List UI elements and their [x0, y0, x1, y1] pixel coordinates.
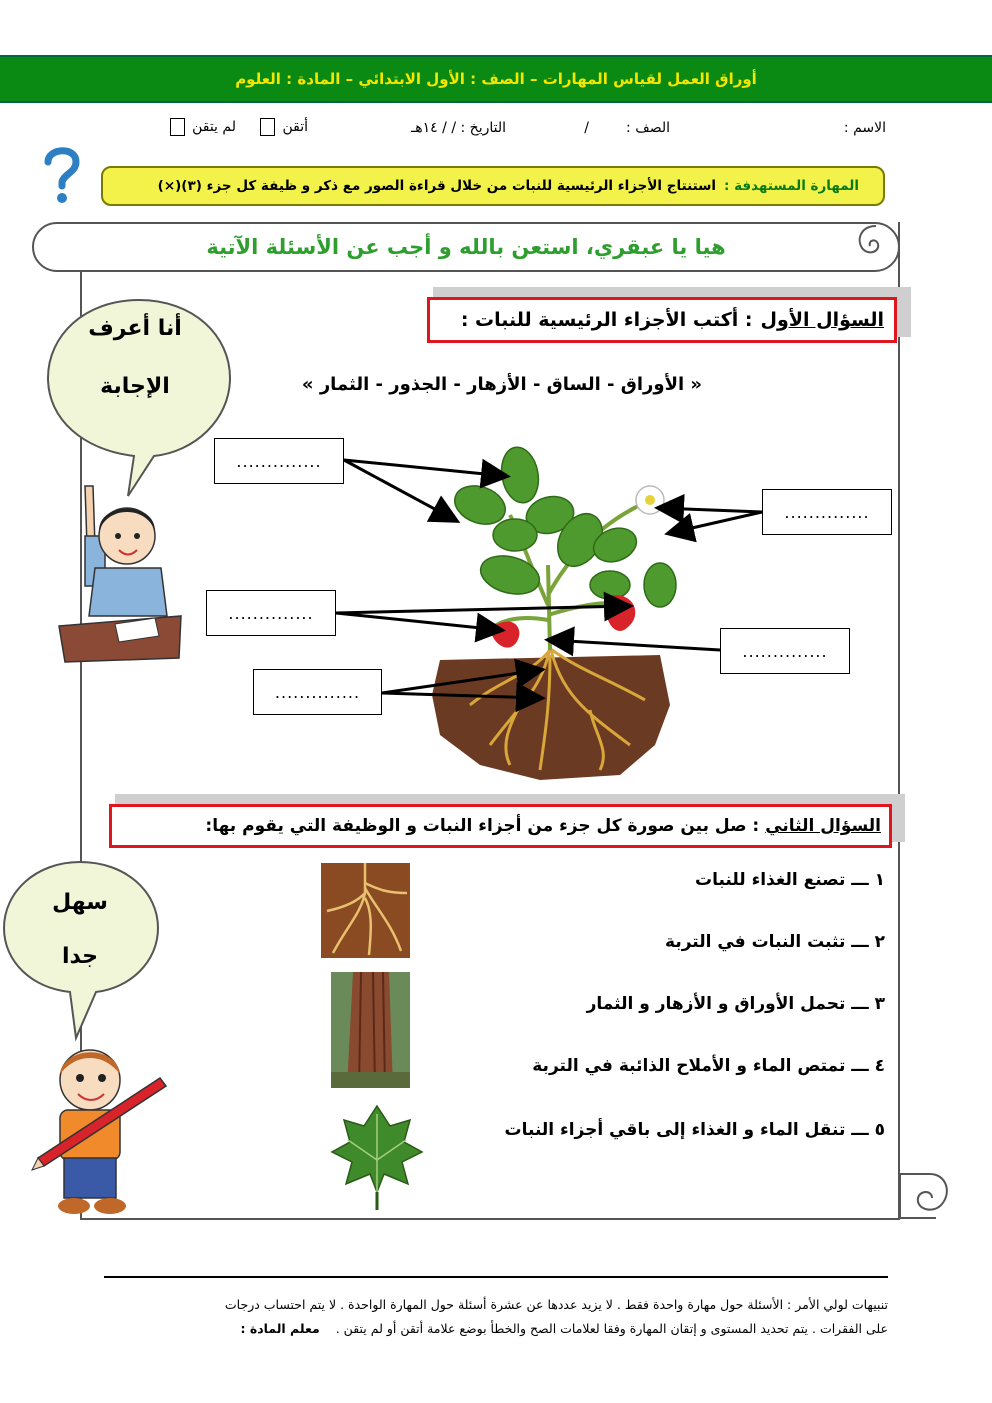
teacher-label: معلم المادة :: [240, 1321, 320, 1336]
arrow-lines: [336, 460, 762, 698]
answer-blank-1[interactable]: ..............: [214, 438, 344, 484]
name-label: الاسم :: [843, 120, 886, 136]
arrow-flower: [660, 508, 762, 512]
question2-title: السؤال الثاني: [765, 816, 881, 836]
arrow-root-1: [382, 670, 540, 693]
footer-line2-group: [104, 1321, 888, 1336]
class-slash: /: [584, 120, 589, 136]
function-item-5: ٥ ـــ تنقل الماء و الغذاء إلى باقي أجزاء النبات: [504, 1120, 885, 1140]
function-item-3: ٣ ـــ تحمل الأوراق و الأزهار و الثمار: [586, 994, 885, 1014]
function-item-1: ١ ـــ تصنع الغذاء للنبات: [695, 870, 885, 890]
function-item-2: ٢ ـــ تثبت النبات في التربة: [665, 932, 885, 952]
mastered-label: أتقن: [282, 119, 308, 135]
date-label: التاريخ : / / ١٤هـ: [411, 120, 506, 136]
footer-line1: تنبيهات لولي الأمر : الأسئلة حول مهارة واحدة فقط . لا يزيد عددها عن عشرة أسئلة حول المهارة الواحدة . لا يتم احتساب درجات: [224, 1297, 888, 1312]
skill-label: المهارة المستهدفة :: [724, 178, 859, 194]
question1-title: السؤال الأول: [760, 309, 884, 331]
answer-blank-4[interactable]: ..............: [720, 628, 850, 674]
bubble-top-line2: الإجابة: [100, 374, 170, 399]
question2-text: : صل بين صورة كل جزء من أجزاء النبات و الوظيفة التي يقوم بها:: [205, 816, 760, 836]
banner-text: أوراق العمل لقياس المهارات – الصف : الأول الابتدائي – المادة : العلوم: [235, 70, 757, 88]
boy-at-desk-illustration: [55, 476, 185, 666]
function-item-4: ٤ ـــ تمتص الماء و الأملاح الذائبة في التربة: [532, 1056, 885, 1076]
answer-blank-5[interactable]: ..............: [253, 669, 382, 715]
question1-choices: « الأوراق - الساق - الأزهار - الجذور - الثمار »: [301, 374, 703, 395]
arrow-fruit-right: [336, 606, 628, 613]
not-mastered-label: لم يتقن: [192, 119, 236, 135]
class-label: الصف :: [626, 120, 670, 136]
footer-line2: على الفقرات . يتم تحديد المستوى و إتقان المهارة وفقا لعلامات الصح والخطأ بوضع علامة أتقن أو لم يتقن .: [335, 1321, 888, 1336]
answer-blank-3[interactable]: ..............: [206, 590, 336, 636]
arrow-fruit-left: [336, 613, 500, 630]
arrow-stem: [550, 640, 720, 650]
roots-picture[interactable]: [321, 863, 410, 958]
leaf-picture[interactable]: [328, 1100, 426, 1212]
bubble-bottom-line1: سهل: [52, 890, 108, 915]
scroll-title: هيا يا عبقري، استعن بالله و أجب عن الأسئلة الآتية: [206, 235, 726, 259]
bubble-bottom-line2: جدا: [61, 944, 99, 969]
boy-with-pencil-illustration: [30, 1040, 170, 1220]
footer-divider: [104, 1276, 888, 1278]
bubble-top-line1: أنا أعرف: [88, 316, 182, 341]
arrow-flower-2: [670, 512, 762, 533]
question1-text: : أكتب الأجزاء الرئيسية للنبات :: [460, 309, 753, 331]
answer-blank-2[interactable]: ..............: [762, 489, 892, 535]
question2-box: [109, 804, 892, 848]
skill-text: استنتاج الأجزاء الرئيسية للنبات من خلال قراءة الصور مع ذكر و ظيفة كل جزء (٣)(×): [157, 178, 716, 194]
trunk-picture[interactable]: [331, 972, 410, 1088]
arrow-root-2: [382, 693, 540, 698]
